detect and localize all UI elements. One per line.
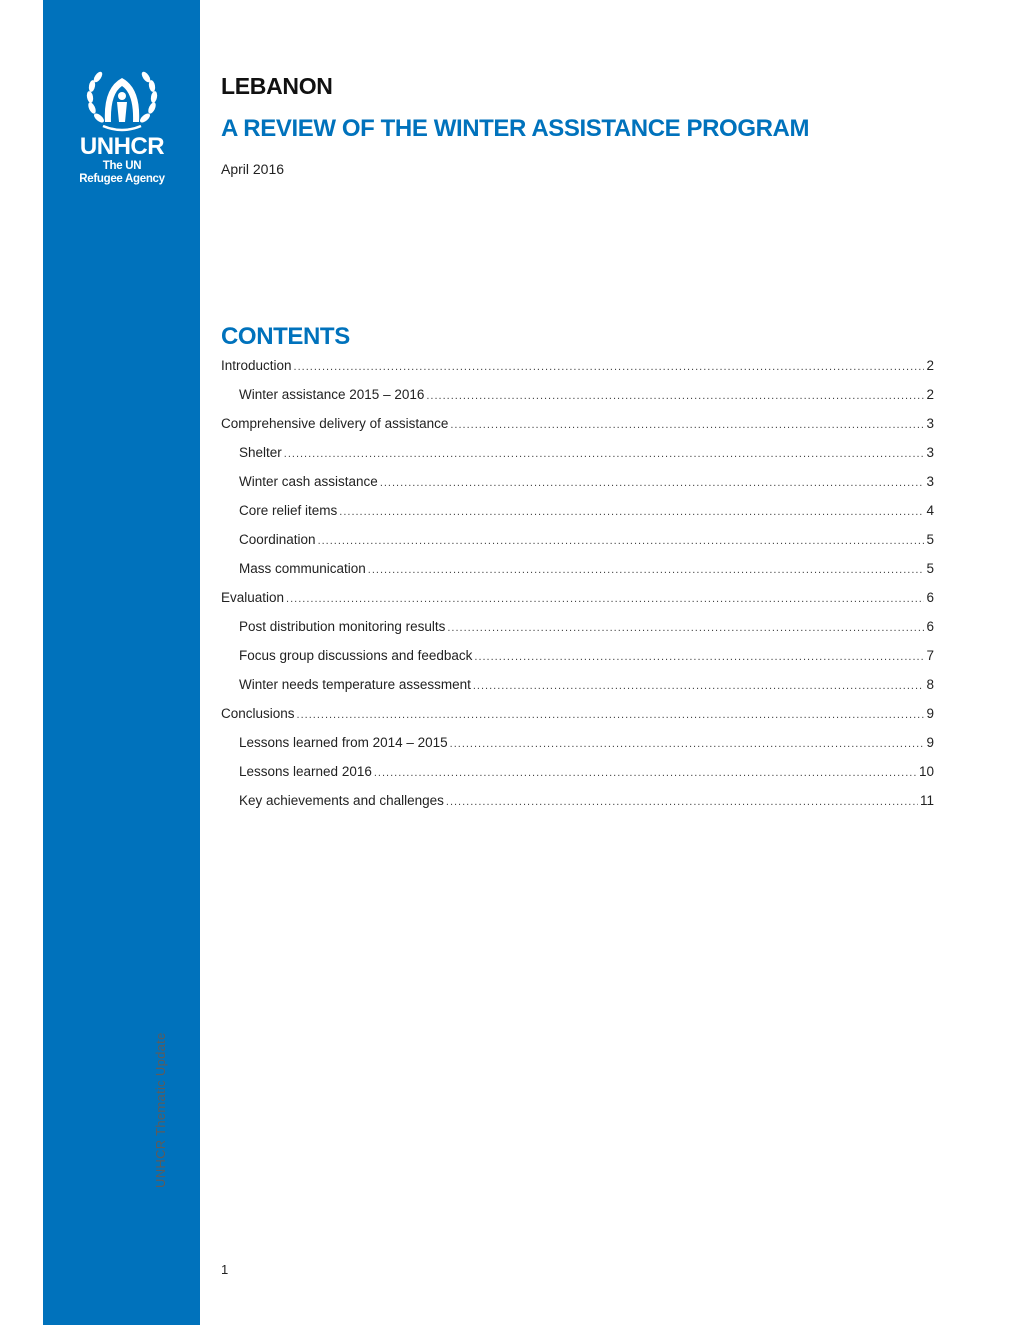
toc-entry-core-relief-items[interactable] [221, 500, 934, 529]
report-date: April 2016 [221, 161, 285, 177]
toc-dot-leader [450, 414, 924, 436]
toc-entry-introduction[interactable] [221, 355, 934, 384]
toc-entry-coordination[interactable] [221, 529, 934, 558]
toc-entry-title: Conclusions [221, 706, 295, 721]
toc-entry-page: 9 [926, 735, 934, 750]
toc-entry-title: Shelter [239, 445, 282, 460]
toc-dot-leader [473, 675, 925, 697]
toc-dot-leader [286, 588, 924, 610]
toc-entry-focus-groups[interactable] [221, 645, 934, 674]
toc-entry-title: Winter assistance 2015 – 2016 [239, 387, 425, 402]
toc-entry-page: 3 [926, 474, 934, 489]
toc-entry-shelter[interactable] [221, 442, 934, 471]
toc-dot-leader [426, 385, 924, 407]
logo-wordmark: UNHCR [79, 133, 165, 160]
toc-entry-post-distribution[interactable] [221, 616, 934, 645]
toc-entry-winter-cash[interactable] [221, 471, 934, 500]
toc-entry-temperature-assessment[interactable] [221, 674, 934, 703]
toc-entry-page: 6 [926, 590, 934, 605]
contents-heading: CONTENTS [221, 323, 350, 350]
toc-entry-evaluation[interactable] [221, 587, 934, 616]
toc-entry-winter-assistance[interactable] [221, 384, 934, 413]
toc-dot-leader [474, 646, 924, 668]
toc-entry-page: 2 [926, 387, 934, 402]
logo-tagline-line2: Refugee Agency [79, 173, 165, 185]
toc-entry-title: Focus group discussions and feedback [239, 648, 473, 663]
toc-dot-leader [294, 356, 925, 378]
toc-entry-lessons-2014[interactable] [221, 732, 934, 761]
toc-dot-leader [297, 704, 925, 726]
toc-entry-key-achievements[interactable] [221, 790, 934, 819]
toc-entry-title: Mass communication [239, 561, 366, 576]
toc-entry-title: Key achievements and challenges [239, 793, 444, 808]
toc-entry-page: 5 [926, 561, 934, 576]
toc-dot-leader [374, 762, 917, 784]
country-heading: LEBANON [221, 73, 333, 99]
toc-entry-lessons-2016[interactable] [221, 761, 934, 790]
toc-entry-title: Winter needs temperature assessment [239, 677, 471, 692]
toc-dot-leader [447, 617, 924, 639]
toc-entry-page: 9 [926, 706, 934, 721]
toc-entry-title: Lessons learned 2016 [239, 764, 372, 779]
toc-entry-title: Lessons learned from 2014 – 2015 [239, 735, 448, 750]
toc-entry-page: 3 [926, 445, 934, 460]
toc-dot-leader [380, 472, 925, 494]
toc-entry-title: Introduction [221, 358, 292, 373]
thematic-update-label: UNHCR Thematic Update [153, 1032, 168, 1188]
toc-entry-page: 7 [926, 648, 934, 663]
table-of-contents [221, 355, 934, 819]
sidebar-band [43, 0, 200, 1325]
toc-entry-page: 5 [926, 532, 934, 547]
report-title: A REVIEW OF THE WINTER ASSISTANCE PROGRAM [221, 115, 810, 142]
toc-dot-leader [450, 733, 925, 755]
toc-entry-title: Post distribution monitoring results [239, 619, 446, 634]
toc-entry-page: 10 [918, 764, 934, 779]
toc-entry-comprehensive-delivery[interactable] [221, 413, 934, 442]
toc-entry-title: Coordination [239, 532, 316, 547]
toc-entry-page: 6 [926, 619, 934, 634]
toc-dot-leader [446, 791, 918, 813]
toc-entry-title: Evaluation [221, 590, 285, 605]
toc-entry-title: Core relief items [239, 503, 338, 518]
toc-dot-leader [368, 559, 925, 581]
unhcr-logo [63, 68, 181, 186]
toc-entry-page: 8 [926, 677, 934, 692]
toc-entry-conclusions[interactable] [221, 703, 934, 732]
toc-entry-page: 3 [926, 416, 934, 431]
toc-entry-title: Comprehensive delivery of assistance [221, 416, 449, 431]
toc-entry-page: 4 [926, 503, 934, 518]
toc-entry-page: 11 [919, 793, 934, 808]
toc-dot-leader [339, 501, 924, 523]
page-number: 1 [221, 1262, 229, 1277]
toc-entry-title: Winter cash assistance [239, 474, 378, 489]
unhcr-emblem-icon [83, 68, 161, 134]
toc-dot-leader [284, 443, 925, 465]
toc-entry-mass-communication[interactable] [221, 558, 934, 587]
logo-tagline-line1: The UN [102, 160, 142, 172]
toc-dot-leader [318, 530, 925, 552]
toc-entry-page: 2 [926, 358, 934, 373]
